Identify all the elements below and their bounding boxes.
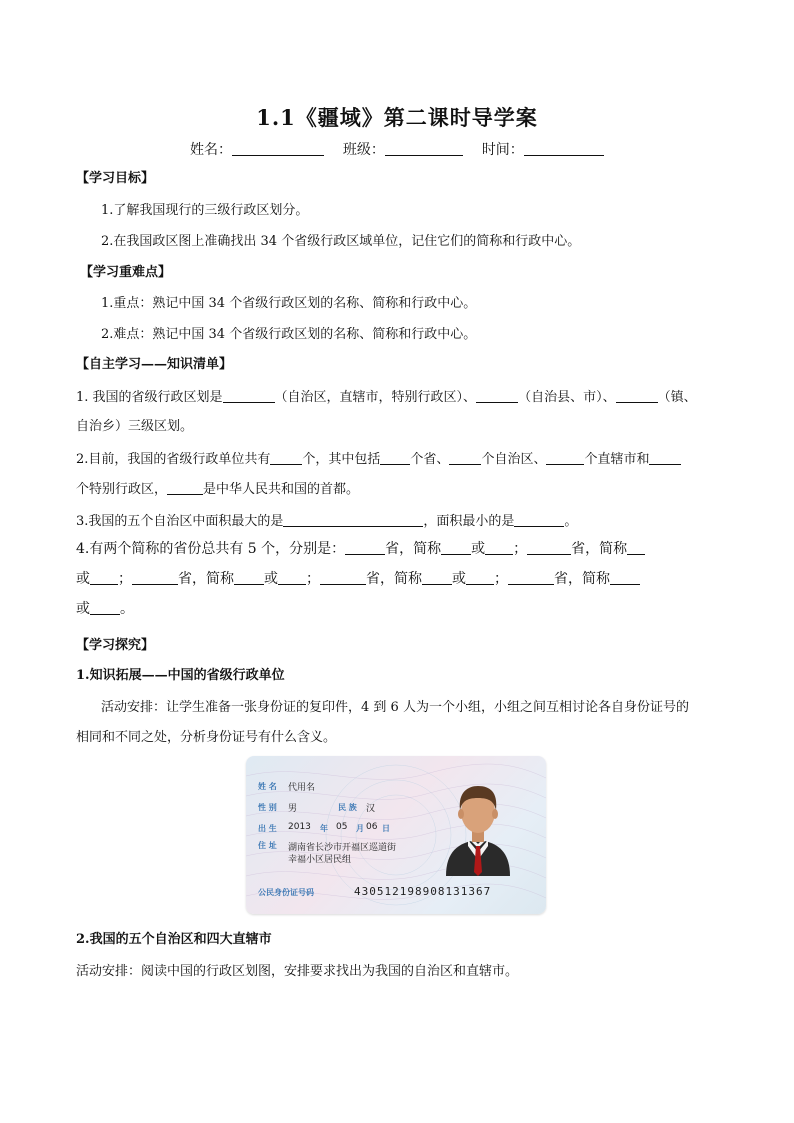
blank bbox=[649, 452, 681, 465]
id-day-unit: 日 bbox=[382, 824, 390, 833]
id-card-image bbox=[246, 756, 546, 914]
id-gender-label: 性 别 bbox=[258, 803, 277, 812]
blank bbox=[167, 482, 203, 495]
person-avatar-icon bbox=[442, 776, 514, 876]
goal-item: 2.在我国政区图上准确找出 34 个省级行政区域单位，记住它们的简称和行政中心。 bbox=[101, 234, 581, 249]
id-birth-year: 2013 bbox=[288, 822, 311, 832]
blank bbox=[546, 452, 584, 465]
id-birth-day: 06 bbox=[366, 822, 378, 832]
question-2-line1: 2.目前，我国的省级行政单位共有 个，其中包括 个省、 个自治区、 个直辖市和 bbox=[76, 448, 681, 467]
id-birth-label: 出 生 bbox=[258, 824, 277, 833]
id-ethnic-label: 民 族 bbox=[338, 803, 357, 812]
activity-1-line1: 活动安排：让学生准备一张身份证的复印件，4 到 6 人为一个小组，小组之间互相讨论各自身份证号的 bbox=[101, 700, 689, 715]
question-2-line2: 个特别行政区， 是中华人民共和国的首都。 bbox=[76, 482, 360, 497]
student-info-row bbox=[190, 139, 604, 159]
question-4-line1: 4.有两个简称的省份总共有 5 个，分别是： 省，简称 或 ； 省，简称 bbox=[76, 538, 645, 558]
blank bbox=[283, 514, 423, 527]
blank bbox=[380, 452, 410, 465]
blank bbox=[223, 390, 275, 403]
question-1-line1: 1. 我国的省级行政区划是 （自治区，直辖市，特别行政区）、 （自治县、市）、 （镇、 bbox=[76, 390, 697, 405]
id-month-unit: 月 bbox=[356, 824, 364, 833]
time-label: 时间： bbox=[481, 142, 524, 158]
key-point-item: 1.重点：熟记中国 34 个省级行政区划的名称、简称和行政中心。 bbox=[101, 296, 477, 311]
id-name-value: 代用名 bbox=[288, 783, 316, 793]
blank bbox=[449, 452, 481, 465]
key-points-heading: 【学习重难点】 bbox=[80, 265, 172, 280]
goals-heading: 【学习目标】 bbox=[76, 171, 155, 186]
name-blank bbox=[232, 141, 324, 156]
activity-2: 活动安排：阅读中国的行政区划图，安排要求找出为我国的自治区和直辖市。 bbox=[76, 964, 519, 979]
id-number-label: 公民身份证号码 bbox=[258, 888, 314, 897]
id-birth-month: 05 bbox=[336, 822, 348, 832]
id-year-unit: 年 bbox=[320, 824, 328, 833]
name-label: 姓名： bbox=[190, 142, 232, 158]
question-3: 3.我国的五个自治区中面积最大的是 ，面积最小的是 。 bbox=[76, 514, 578, 529]
self-study-heading: 【自主学习——知识清单】 bbox=[76, 357, 233, 372]
explore-heading: 【学习探究】 bbox=[76, 638, 155, 653]
id-gender-value: 男 bbox=[288, 804, 298, 814]
id-ethnic-value: 汉 bbox=[366, 804, 376, 814]
blank bbox=[514, 514, 564, 527]
time-blank bbox=[524, 141, 604, 156]
explore-subheading-2: 2.我国的五个自治区和四大直辖市 bbox=[76, 932, 272, 947]
explore-subheading-1: 1.知识拓展——中国的省级行政单位 bbox=[76, 668, 285, 683]
blank bbox=[476, 390, 518, 403]
key-point-item: 2.难点：熟记中国 34 个省级行政区划的名称、简称和行政中心。 bbox=[101, 327, 477, 342]
activity-1-line2: 相同和不同之处，分析身份证号有什么含义。 bbox=[76, 730, 337, 745]
question-4-line3: 或 。 bbox=[76, 601, 134, 617]
id-address-line1: 湖南省长沙市开福区巡道街 bbox=[288, 843, 397, 853]
class-label: 班级： bbox=[342, 142, 385, 158]
question-4-line2: 或 ； 省，简称 或 ； 省，简称 或 ； 省，简称 bbox=[76, 568, 640, 588]
goal-item: 1.了解我国现行的三级行政区划分。 bbox=[101, 203, 309, 218]
id-address-label: 住 址 bbox=[258, 841, 277, 850]
page-title: 1.1《疆域》第二课时导学案 bbox=[256, 105, 538, 130]
id-address-line2: 幸福小区居民组 bbox=[288, 855, 352, 865]
blank bbox=[616, 390, 658, 403]
id-number-value: 430512198908131367 bbox=[354, 885, 492, 898]
id-name-label: 姓 名 bbox=[258, 782, 277, 791]
question-1-line2: 自治乡）三级区划。 bbox=[76, 419, 194, 434]
class-blank bbox=[385, 141, 463, 156]
blank bbox=[270, 452, 302, 465]
